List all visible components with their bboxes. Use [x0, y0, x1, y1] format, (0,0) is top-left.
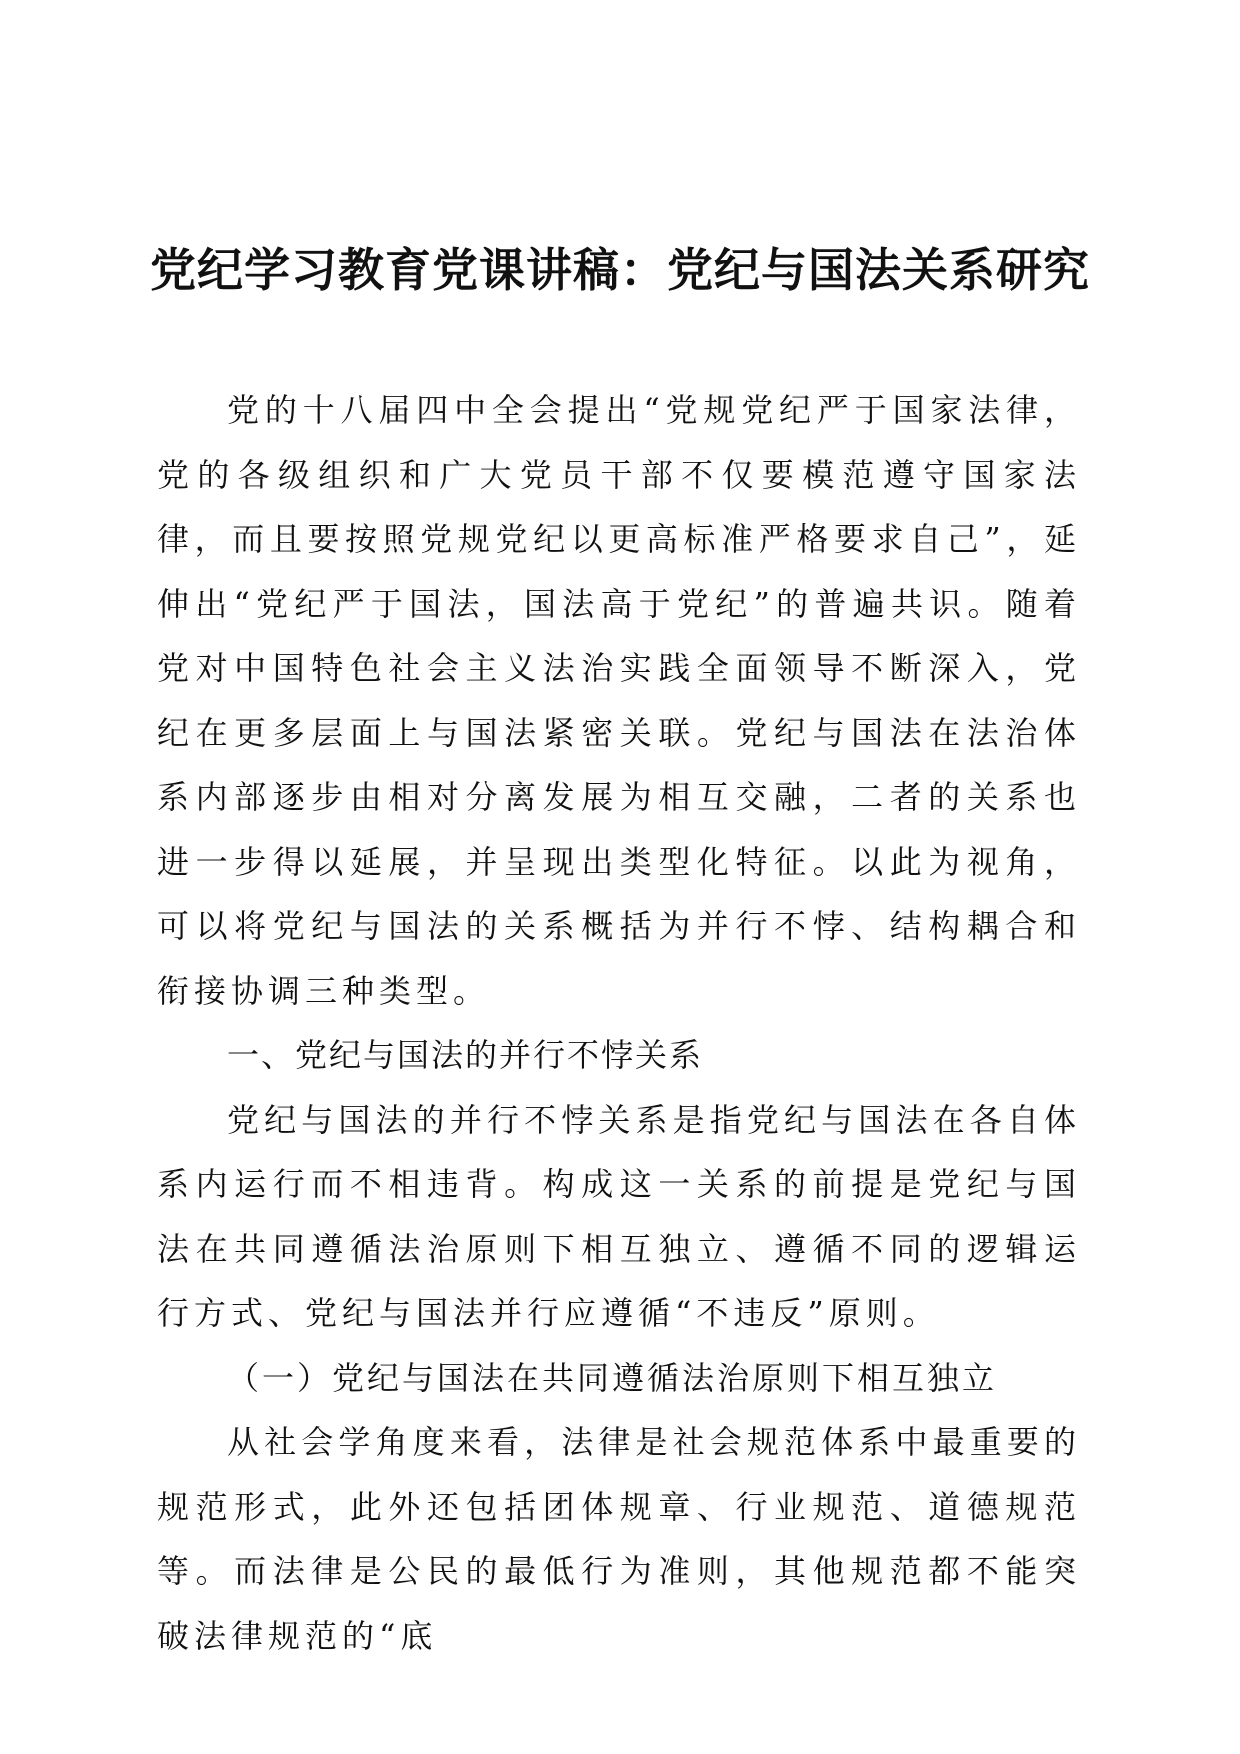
document-title: 党纪学习教育党课讲稿：党纪与国法关系研究	[150, 243, 1090, 297]
section-1-paragraph: 党纪与国法的并行不悖关系是指党纪与国法在各自体系内运行而不相违背。构成这一关系的前提是党纪与国法在共同遵循法治原则下相互独立、遵循不同的逻辑运行方式、党纪与国法并行应遵循“不违反”原则。	[157, 1100, 1081, 1332]
intro-paragraph: 党的十八届四中全会提出“党规党纪严于国家法律，党的各级组织和广大党员干部不仅要模范遵守国家法律，而且要按照党规党纪以更高标准严格要求自己”，延伸出“党纪严于国法，国法高于党纪”的普遍共识。随着党对中国特色社会主义法治实践全面领导不断深入，党纪在更多层面上与国法紧密关联。党纪与国法在法治体系内部逐步由相对分离发展为相互交融，二者的关系也进一步得以延展，并呈现出类型化特征。以此为视角，可以将党纪与国法的关系概括为并行不悖、结构耦合和衔接协调三种类型。	[157, 391, 1081, 1010]
document-body	[157, 378, 1081, 1668]
section-heading-1: 一、党纪与国法的并行不悖关系	[227, 1036, 704, 1074]
subsection-1-paragraph: 从社会学角度来看，法律是社会规范体系中最重要的规范形式，此外还包括团体规章、行业规范、道德规范等。而法律是公民的最低行为准则，其他规范都不能突破法律规范的“底	[157, 1423, 1081, 1655]
subsection-heading-1: （一）党纪与国法在共同遵循法治原则下相互独立	[227, 1358, 998, 1397]
